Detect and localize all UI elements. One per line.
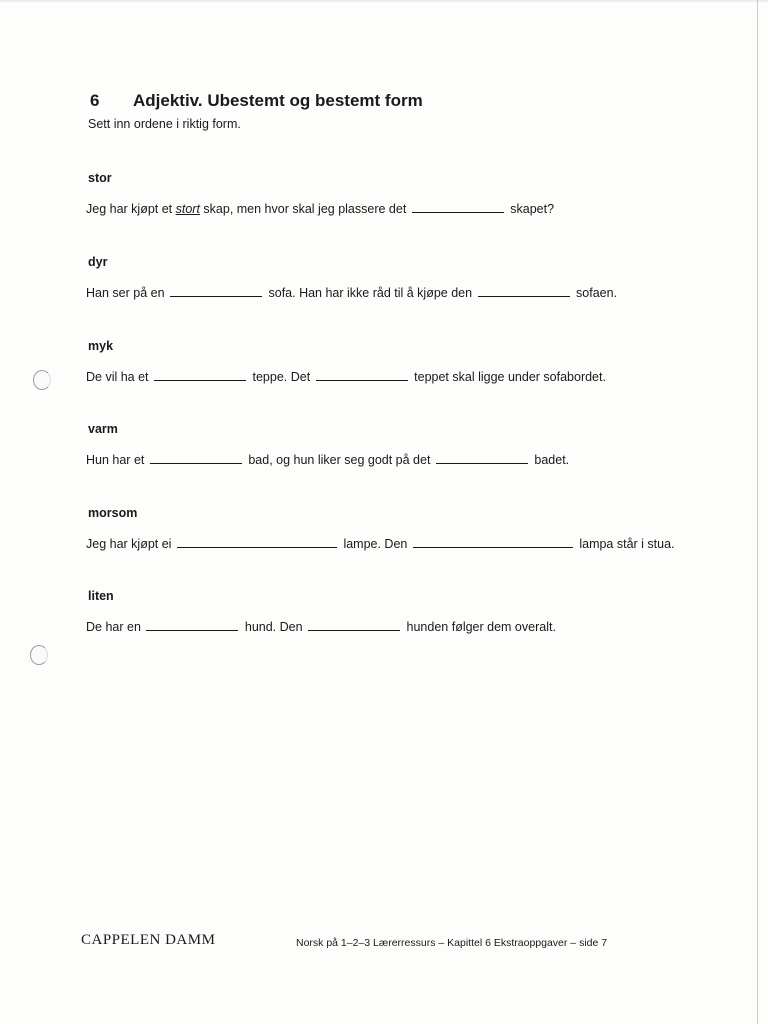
adjective-morsom: morsom [88,506,138,520]
adjective-stor: stor [88,171,112,185]
blank-field[interactable] [316,368,408,381]
punch-hole-icon [30,645,48,665]
sentence-text: hunden følger dem overalt. [406,620,556,634]
blank-field[interactable] [170,284,262,297]
scan-edge-top [0,0,768,2]
exercise-heading [90,91,423,111]
sentence-varm [86,451,569,468]
sentence-text: bad, og hun liker seg godt på det [248,453,431,467]
sentence-text: teppe. Det [252,370,311,384]
sentence-text: Jeg har kjøpt ei [86,537,172,551]
blank-field[interactable] [150,451,242,464]
sentence-text: sofa. Han har ikke råd til å kjøpe den [268,286,473,300]
sentence-liten [86,618,556,635]
example-answer: stort [175,202,200,216]
sentence-text: Han ser på en [86,286,165,300]
exercise-instruction: Sett inn ordene i riktig form. [88,117,241,131]
exercise-number: 6 [90,91,100,110]
punch-hole-icon [33,370,51,390]
page-footer: Norsk på 1–2–3 Lærerressurs – Kapittel 6 Ekstraoppgaver – side 7 [296,937,608,949]
sentence-text: lampa står i stua. [579,537,675,551]
sentence-myk [86,368,606,385]
sentence-text: hund. Den [244,620,303,634]
blank-field[interactable] [177,535,337,548]
scan-edge-right [757,0,758,1024]
sentence-morsom [86,535,675,552]
blank-field[interactable] [154,368,246,381]
sentence-text: Jeg har kjøpt et [86,202,176,216]
sentence-text: De vil ha et [86,370,149,384]
exercise-title: Adjektiv. Ubestemt og bestemt form [133,91,423,110]
sentence-text: skapet? [510,202,555,216]
adjective-liten: liten [88,589,114,603]
blank-field[interactable] [478,284,570,297]
publisher-logo: CAPPELEN DAMM [81,932,216,948]
sentence-stor [86,200,554,217]
adjective-myk: myk [88,339,114,353]
sentence-dyr [86,284,617,301]
adjective-dyr: dyr [88,255,108,269]
adjective-varm: varm [88,422,118,436]
sentence-text: teppet skal ligge under sofabordet. [414,370,606,384]
sentence-text: Hun har et [86,453,145,467]
sentence-text: lampe. Den [343,537,408,551]
sentence-text: De har en [86,620,141,634]
blank-field[interactable] [413,535,573,548]
sentence-text: badet. [534,453,570,467]
blank-field[interactable] [146,618,238,631]
sentence-text: sofaen. [576,286,618,300]
blank-field[interactable] [412,200,504,213]
blank-field[interactable] [308,618,400,631]
blank-field[interactable] [436,451,528,464]
sentence-text: skap, men hvor skal jeg plassere det [199,202,407,216]
